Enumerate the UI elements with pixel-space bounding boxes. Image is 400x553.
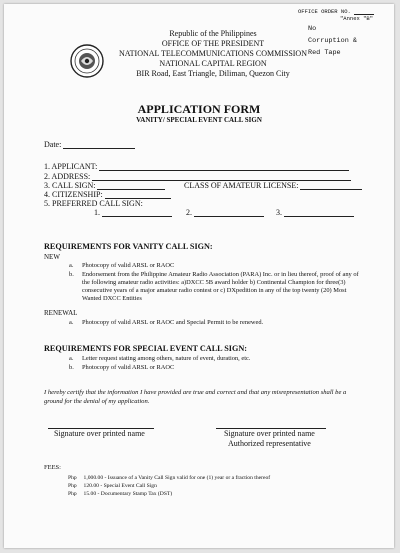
- header-region: NATIONAL CAPITAL REGION: [159, 59, 267, 68]
- signature-label-applicant: Signature over printed name: [54, 429, 145, 438]
- applicant-label: 1. APPLICANT:: [44, 162, 98, 171]
- address-line[interactable]: [92, 172, 351, 181]
- class-license-field[interactable]: [184, 181, 362, 190]
- call-sign-field[interactable]: [44, 181, 165, 190]
- special-item-a: Letter request stating among others, nature of event, duration, etc.: [82, 355, 251, 362]
- annex-label: "Annex "B": [340, 15, 374, 22]
- preferred-option-2-line[interactable]: [194, 208, 264, 217]
- form-subtitle: VANITY/ SPECIAL EVENT CALL SIGN: [136, 116, 262, 124]
- preferred-option-2[interactable]: 2.: [186, 208, 264, 217]
- call-sign-label: 3. CALL SIGN:: [44, 181, 96, 190]
- citizenship-label: 4. CITIZENSHIP:: [44, 190, 103, 199]
- fee-text: 120.00 - Special Event Call Sign: [83, 483, 157, 489]
- address-label: 2. ADDRESS:: [44, 172, 91, 181]
- header-office: OFFICE OF THE PRESIDENT: [161, 39, 265, 48]
- stamp-block: [298, 8, 394, 59]
- date-line[interactable]: [63, 140, 135, 149]
- authorized-representative-label: Authorized representative: [228, 439, 311, 448]
- preferred-option-3[interactable]: 3.: [276, 208, 354, 217]
- certification-text: I hereby certify that the information I have provided are true and correct and that any misrepresentation shall be a ground for the denial of my application.: [44, 389, 347, 405]
- header-ntc: NATIONAL TELECOMMUNICATIONS COMMISSION: [118, 49, 307, 58]
- application-form-page: [4, 4, 394, 548]
- fees-label: FEES:: [44, 464, 61, 471]
- citizenship-field[interactable]: [44, 190, 171, 199]
- vanity-requirements-heading: REQUIREMENTS FOR VANITY CALL SIGN:: [44, 242, 213, 251]
- special-item-a-letter: a.: [69, 355, 74, 362]
- fee-currency: Php: [68, 491, 77, 497]
- fee-currency: Php: [68, 475, 77, 481]
- vanity-item-b: Endorsement from the Philippine Amateur Radio Association (PARA) Inc. or in lieu thereof, proof of any of the following amateur radio activities: a)DXCC 5B award holder b) Continental Champion for three(3) consecutive years of a major amateur radio contest or c) DXpedition in any of the top twenty (20) Most Wanted DXCC Entities: [82, 271, 359, 302]
- vanity-new-label: NEW: [44, 253, 60, 261]
- fee-currency: Php: [68, 483, 77, 489]
- fee-row: [68, 491, 172, 497]
- citizenship-line[interactable]: [105, 190, 171, 199]
- stamp-red-tape: Red Tape: [308, 49, 341, 57]
- special-item-b: Photocopy of valid ARSL or RAOC: [82, 364, 175, 371]
- special-requirements-heading: REQUIREMENTS FOR SPECIAL EVENT CALL SIGN:: [44, 344, 247, 353]
- vanity-item-b-letter: b.: [69, 271, 74, 278]
- preferred-option-1-line[interactable]: [102, 208, 172, 217]
- class-license-line[interactable]: [300, 181, 362, 190]
- class-license-label: CLASS OF AMATEUR LICENSE:: [184, 181, 299, 190]
- form-title: APPLICATION FORM: [137, 102, 261, 116]
- fee-text: 15.00 - Documentary Stamp Tax (DST): [83, 491, 173, 497]
- address-field[interactable]: [44, 172, 351, 181]
- vanity-renewal-label: RENEWAL: [44, 309, 78, 317]
- office-order-label: OFFICE ORDER NO.: [298, 8, 394, 15]
- date-field[interactable]: [44, 140, 135, 149]
- preferred-call-sign-label: 5. PREFERRED CALL SIGN:: [44, 199, 143, 208]
- fee-text: 1,000.00 - Issuance of a Vanity Call Sign valid for one (1) year or a fraction thereof: [83, 475, 271, 481]
- header-republic: Republic of the Philippines: [169, 29, 257, 38]
- signature-label-representative: Signature over printed name: [224, 429, 315, 438]
- fee-row: [68, 475, 270, 481]
- date-label: Date:: [44, 140, 62, 149]
- stamp-corruption: Corruption &: [308, 37, 357, 45]
- applicant-field[interactable]: [44, 162, 349, 171]
- preferred-option-1[interactable]: 1.: [94, 208, 172, 217]
- vanity-item-a-letter: a.: [69, 262, 74, 269]
- fee-row: [68, 483, 157, 489]
- header-address: BIR Road, East Triangle, Diliman, Quezon City: [136, 69, 290, 78]
- stamp-no: No: [308, 25, 317, 33]
- applicant-line[interactable]: [99, 162, 349, 171]
- call-sign-line[interactable]: [97, 181, 165, 190]
- vanity-renewal-a: Photocopy of valid ARSL or RAOC and Special Permit to be renewed.: [82, 319, 264, 326]
- vanity-renewal-letter: a.: [69, 319, 74, 326]
- preferred-option-3-line[interactable]: [284, 208, 354, 217]
- special-item-b-letter: b.: [69, 364, 74, 371]
- vanity-item-a: Photocopy of valid ARSL or RAOC: [82, 262, 175, 269]
